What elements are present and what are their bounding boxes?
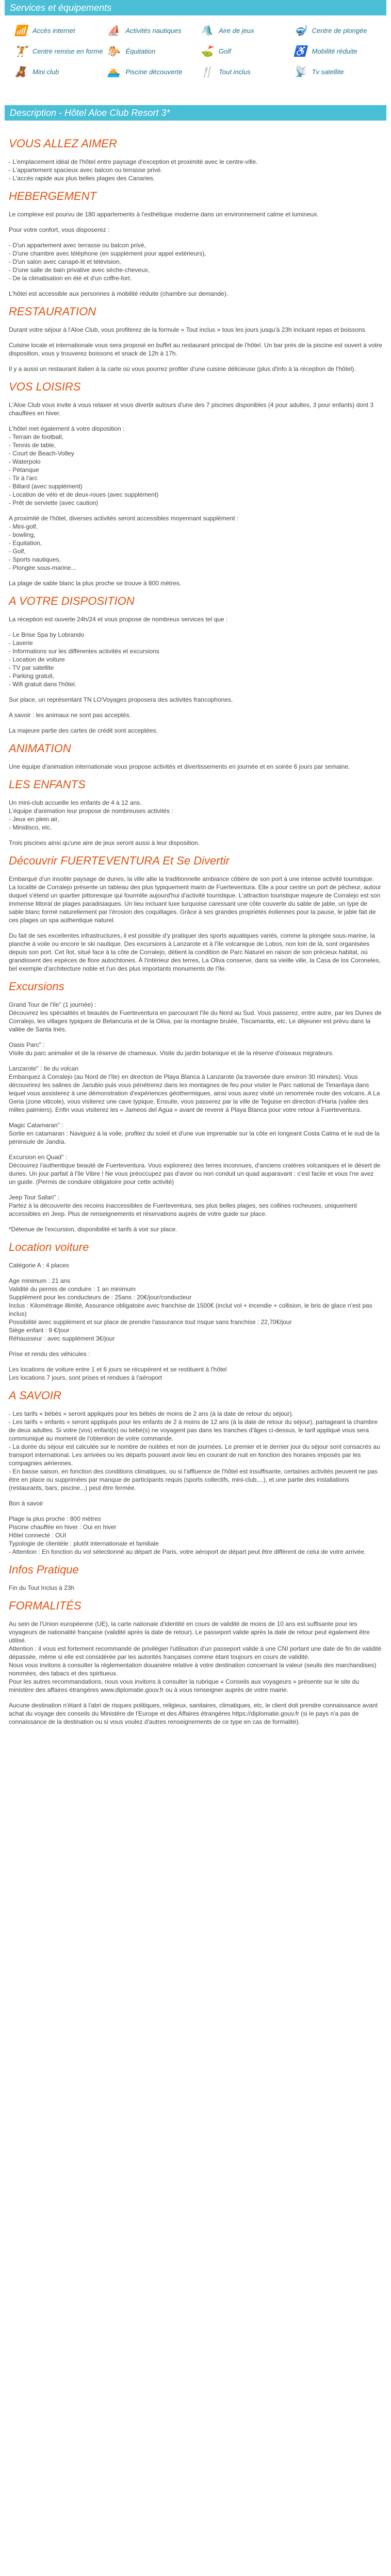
- section-paragraph: Les locations de voiture entre 1 et 6 jours se récupèrent et se restituent à l'hôtel Les locations 7 jours, sont prises et rendues à l'aéroport: [9, 1366, 227, 1381]
- section-paragraph: Bon à savoir: [9, 1500, 43, 1507]
- service-item: [294, 23, 387, 38]
- service-label: Tout inclus: [219, 67, 251, 76]
- service-item: [294, 64, 387, 79]
- service-item: [14, 43, 107, 59]
- service-label: Centre remise en forme: [32, 47, 103, 55]
- section-paragraph: Prise et rendu des véhicules :: [9, 1350, 90, 1358]
- section-paragraph: L'hôtel met également à votre disposition : - Terrain de football, - Tennis de table, - Court de Beach-Volley - Waterpolo - Pétanque - Tir à l'arc - Billard (avec supplément) - Location de vélo et de deux-roues (avec supplément) - Prêt de serviette (avec caution): [9, 425, 159, 506]
- section-paragraph: La plage de sable blanc la plus proche se trouve à 800 mètres.: [9, 580, 182, 587]
- section-paragraph: Oasis Parc" : Visite du parc animalier et de la réserve de chameaux. Visite du jardin botanique et de la réserve d'oiseaux migrateurs.: [9, 1041, 334, 1057]
- page: [5, 0, 386, 1726]
- section-paragraph: Excursion en Quad" : Découvrez l'authentique beauté de Fuerteventura. Vous explorerez des terres inconnues, d'anciens cratères volcaniques et le désert de dunes. Un jour parfait à l'île Vibre ! Ne vous préoccupez pas d'avoir ou non conduit un quad auparavant : c'est facile et vous l'ne avez un guide. (Permis de conduire obligatoire pour cette activité): [9, 1154, 381, 1185]
- section-heading: HEBERGEMENT: [9, 190, 96, 202]
- golf-icon: ⛳: [200, 45, 214, 57]
- section-paragraph: Un mini-club accueille les enfants de 4 à 12 ans. L'équipe d'animation leur propose de nombreuses activités : - Jeux en plein air, - Minidisco, etc.: [9, 799, 173, 831]
- section-heading: VOS LOISIRS: [9, 380, 81, 393]
- section-paragraph: Au sein de l'Union européenne (UE), la carte nationale d'identité en cours de validité de moins de 10 ans est suffisante pour les voyageurs de nationalité française (validité après la date de retour). Le passeport valide après la date de retour peut également être utilisé. Attention : il vous est fortement recommandé de privilégier l'utilisation d'un passeport valide à une CNI portant une date de fin de validité dépassée, même si elle est considérée par les autorités françaises comme étant toujours en cours de validité. Nous vous invitons à consulter la réglementation douanière relative à votre destination concernant la valeur (seuils des marchandises) nommées, des tabacs et des spiritueux. Pour les autres recommandations, nous vous invitons à consulter la rubrique « Conseils aux voyageurs » présente sur le site du ministère des affaires étrangères www.diplomatie.gouv.fr ou à vous renseigner auprès de votre mairie.: [9, 1620, 382, 1693]
- service-item: [14, 64, 107, 79]
- section-paragraph: Il y a aussi un restaurant italien à la carte où vous pourrez profiter d'une cuisine délicieuse (plus d'info à la réception de l'hôtel).: [9, 365, 356, 372]
- section-paragraph: Plage la plus proche : 800 mètres Piscine chauffée en hiver : Oui en hiver Hôtel connecté : OUI Typologie de clientèle : plutôt internationale et familiale - Attention : En fonction du vol sélectionné au départ de Paris, votre aéroport de départ peut être différent de celui de votre arrivée.: [9, 1515, 366, 1555]
- services-grid: [5, 15, 386, 90]
- section-paragraph: L'hôtel est accessible aux personnes à mobilité réduite (chambre sur demande).: [9, 290, 229, 297]
- section-paragraph: Lanzarote" : Ile du volcan Embarquez à Corralejo (au Nord de l'île) en direction de Playa Blanca à Lanzarote (la traversée dure environ 30 minutes). Vous découvrirez les salines de Janubio puis vous pénétrerez dans les montagnes de feu pour visiter le Parc national de Timanfaya dans lequel vous assisterez à une démonstration d'expériences géothermiques, ainsi vous aurez visité un renommée route des volcans. A La Geria (zone viticole), vous visiterez une cave typique. Ensuite, vous passerez par la ville de Teguise en direction d'Haria (vallée des milles palmiers). Enfin vous visiterez les « Jameos del Agua » avant de revenir à Playa Blanca pour votre retour à Fuerteventura.: [9, 1065, 380, 1113]
- section-paragraph: *Détenue de l'excursion, disponibilité et tarifs à voir sur place.: [9, 1226, 177, 1233]
- section-heading: A VOTRE DISPOSITION: [9, 595, 135, 607]
- section-heading: ANIMATION: [9, 742, 71, 755]
- section-paragraph: L'Aloe Club vous invite à vous relaxer et vous divertir autours d'une des 7 piscines disponibles (4 pour adultes, 3 pour enfants) dont 3 chauffées en hiver.: [9, 401, 373, 417]
- service-item: [294, 43, 387, 59]
- pool-icon: 🏊: [107, 66, 120, 78]
- section-paragraph: A savoir : les animaux ne sont pas acceptés.: [9, 711, 131, 719]
- diving-icon: 🤿: [294, 25, 306, 37]
- playground-icon: 🛝: [200, 25, 214, 37]
- service-item: [107, 64, 201, 79]
- horse-icon: 🐎: [107, 45, 120, 57]
- section-paragraph: - D'un appartement avec terrasse ou balcon privé, - D'une chambre avec téléphone (en supplément pour appel extérieurs), - D'un salon avec canapé-lit et télévision, - D'une salle de bain privative avec sèche-cheveux, - De la climatisation en été et d'un coffre-fort.: [9, 242, 206, 282]
- section-paragraph: Catégorie A : 4 places: [9, 1262, 69, 1269]
- satellite-tv-icon: 📡: [294, 66, 306, 78]
- service-item: [107, 23, 201, 38]
- section-paragraph: Grand Tour de l'île" (1 journée) : Découvrez les spécialités et beautés de Fuerteventura en parcourant l'île du Nord au Sud. Vous passerez, entre autre, par les Dunes de Corralejo, les villages typiques de Betancuria et de la Oliva, par la montagne brulée, Tiscamanita, etc. Le déjeuner est prévu dans la vallée de Santa Inés.: [9, 1001, 382, 1033]
- section-paragraph: Aucune destination n'étant à l'abri de risques politiques, religieux, sanitaires, climatiques, etc, le client doit prendre connaissance avant achat du voyage des conseils du Ministère de l'Europe et des Affaires étrangères https://diplomatie.gouv.fr (si le pays n'a pas de connaissance de la destination ou si vous voulez d'autres renseignements de ce type en cas de formalité).: [9, 1702, 378, 1725]
- service-label: Tv satellite: [312, 67, 344, 76]
- section-heading: VOUS ALLEZ AIMER: [9, 137, 117, 150]
- section-paragraph: Magic Catamaran" : Sortie en catamaran : Naviguez à la voile, profitez du soleil et d'une vue imprenable sur la côte en longeant Costa Calma et le sud de la péninsule de Jandía.: [9, 1122, 380, 1145]
- service-label: Équitation: [125, 47, 156, 55]
- description-content: [5, 121, 386, 1726]
- section-heading: Location voiture: [9, 1241, 89, 1253]
- section-paragraph: Trois piscines ainsi qu'une aire de jeux seront aussi à leur disposition.: [9, 839, 200, 846]
- section-heading: A SAVOIR: [9, 1389, 61, 1402]
- service-label: Centre de plongée: [312, 26, 367, 35]
- section-paragraph: - Les tarifs « bébés » seront appliqués pour les bébés de moins de 2 ans (à la date de retour du séjour). - Les tarifs « enfants » seront appliqués pour les enfants de 2 à moins de 12 ans (à la date de retour du séjour), partageant la chambre de deux adultes. Si votre (vos) enfant(s) ou bébé(s) ne voyagent pas dans les tranches d'âges ci-dessus, le tarif appliqué vous sera communiqué au moment de l'obtention de votre commande. - La durée du séjour est calculée sur le nombre de nuitées et non de journées. Le premier et le dernier jour du séjour sont consacrés au transport international. Les arrivées ou les départs pouvant avoir lieu en courant de nuit en fonction des horaires imposés par les compagnies aériennes. - En basse saison, en fonction des conditions climatiques, ou si l'affluence de l'hôtel est insuffisante, certaines activités peuvent ne pas être en place ou supprimées par manque de participants requis (sports collectifs, mini-club,...), et une partie des installations (restaurants, bars, piscine...) peut être fermée.: [9, 1410, 380, 1492]
- section-paragraph: Une équipe d'animation internationale vous propose activités et divertissements en journée et en soirée 6 jours par semaine.: [9, 763, 350, 770]
- wheelchair-icon: ♿: [294, 45, 306, 57]
- all-inclusive-icon: 🍴: [200, 66, 214, 78]
- service-label: Mobilité réduite: [312, 47, 357, 55]
- section-paragraph: Embarqué d'un insolite paysage de dunes, la ville allie la traditionnelle ambiance côtière de son port à une intense activité touristique. La localité de Corralejo présente un tableau des plus typiquement marin de Fuerteventura. Elle a pour centre un port de pêcheur, autour duquel s'étend un quartier pittoresque qui fourmille aujourd'hui d'activité touristique. L'attraction touristique majeure de Corralejo est son immense littoral de plages paradisiaques. Un lieu incluant luxe turquoise caressant une côte couverte du sable de jable, un type de sable blanc formé naturellement par l'érosion des coquillages. Grâce à ses grandes propriétés éoliennes pour la pause, le jable fait de ces plages un spa authentique naturel.: [9, 875, 381, 924]
- section-paragraph: Cuisine locale et internationale vous sera proposé en buffet au restaurant principal de l'hôtel. Un bar près de la piscine est ouvert à votre disposition, vous y trouverez boissons et snack de 12h à 17h.: [9, 342, 382, 357]
- service-label: Aire de jeux: [219, 26, 254, 35]
- service-item: [14, 23, 107, 38]
- service-item: [200, 43, 294, 59]
- service-label: Golf: [219, 47, 231, 55]
- service-label: Accès internet: [32, 26, 75, 35]
- section-paragraph: Durant votre séjour à l'Aloe Club, vous profiterez de la formule « Tout inclus » tous les jours jusqu'à 23h incluant repas et boissons.: [9, 326, 367, 333]
- service-item: [200, 64, 294, 79]
- service-item: [200, 23, 294, 38]
- section-heading: Excursions: [9, 980, 64, 993]
- section-paragraph: La réception est ouverte 24h/24 et vous propose de nombreux services tel que :: [9, 616, 228, 623]
- section-paragraph: - Le Brise Spa by Lobrando - Laverie - Informations sur les différentes activités et excursions - Location de voiture - TV par satellite - Parking gratuit, - Wifi gratuit dans l'hôtel.: [9, 631, 159, 688]
- description-header: Description - Hôtel Aloe Club Resort 3*: [5, 105, 386, 121]
- section-paragraph: Du fait de ses excellentes infrastructures, il est possible d'y pratiquer des sports aquatiques variés, comme la plongée sous-marine, la planche à voile ou encore le ski nautique. Des excursions à Lanzarote et à l'île volcanique de Lobos, non loin de là, sont organisées depuis son port. Cet îlot, situé face à la côte de Corralejo, détient la condition de Parc Naturel en raison de son précieux habitat, où grandissent des espèces de flore autochtones. À l'intérieur des terres, La Oliva conserve, dans sa vieille ville, la Casa de los Coroneles, bel exemple d'architecture noble et l'un des plus importants monuments de l'île.: [9, 932, 381, 972]
- services-header: Services et équipements: [5, 0, 386, 15]
- section-paragraph: Le complexe est pourvu de 180 appartements à l'esthétique moderne dans un environnement calme et lumineux.: [9, 211, 319, 218]
- sailing-icon: ⛵: [107, 25, 120, 37]
- section-paragraph: A proximité de l'hôtel, diverses activités seront accessibles moyennant supplément : - Mini-golf, - bowling, - Equitation, - Golf, - Sports nautiques, - Plongée sous-marine...: [9, 515, 239, 571]
- mini-club-icon: 🧸: [14, 66, 27, 78]
- section-paragraph: Fin du Tout Inclus à 23h: [9, 1584, 75, 1591]
- service-label: Piscine découverte: [125, 67, 183, 76]
- section-paragraph: Pour votre confort, vous disposerez :: [9, 226, 110, 233]
- service-label: Mini club: [32, 67, 59, 76]
- section-paragraph: La majeure partie des cartes de crédit sont acceptées.: [9, 727, 158, 734]
- service-label: Activités nautiques: [125, 26, 182, 35]
- service-item: [107, 43, 201, 59]
- section-heading: FORMALITÉS: [9, 1599, 82, 1612]
- section-paragraph: Age minimum : 21 ans Validité du permis de conduire : 1 an minimum Supplément pour les conducteurs de : 25ans : 20€/jour/conducteur Inclus : Kilométrage illimité, Assurance obligatoire avec franchise de 1500€ (inclut vol + incendie + collision, le bris de glace n'est pas inclus) Possibilité avec supplément et sur place de prendre l'assurance tout risque sans franchise : 22,70€/jour Siège enfant : 9 €/jour Réhausseur : avec supplément 3€/jour: [9, 1277, 372, 1342]
- section-paragraph: Sur place, un représentant TN LO'Voyages proposera des activités francophones.: [9, 696, 233, 703]
- section-heading: RESTAURATION: [9, 305, 96, 318]
- section-paragraph: Jeep Tour Safari" : Partez à la découverte des recoins inaccessibles de Fuerteventura, ses plus belles plages, ses collines rocheuses, uniquement accessibles en Jeep. Plus de renseignements et réservations auprès de votre guide sur place.: [9, 1194, 357, 1217]
- section-heading: Découvrir FUERTEVENTURA Et Se Divertir: [9, 854, 230, 867]
- section-paragraph: - L'emplacement idéal de l'hôtel entre paysage d'exception et proximité avec le centre-ville. - L'appartement spacieux avec balcon ou terrasse privé. - L'accès rapide aux plus belles plages des Canaries.: [9, 158, 258, 182]
- fitness-icon: 🏋: [14, 45, 27, 57]
- section-heading: Infos Pratique: [9, 1563, 79, 1576]
- section-heading: LES ENFANTS: [9, 778, 86, 791]
- wifi-icon: 📶: [14, 25, 27, 37]
